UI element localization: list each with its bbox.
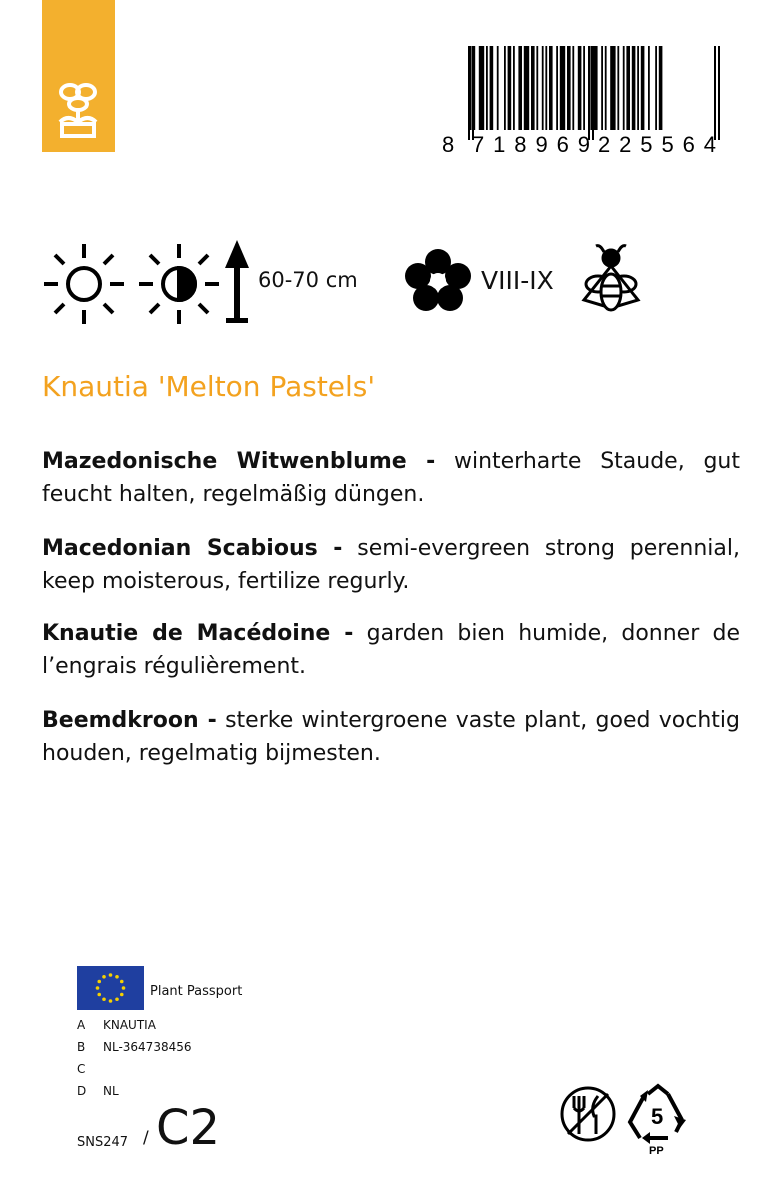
- barcode-bar: [648, 46, 650, 130]
- plant-title: Knautia 'Melton Pastels': [42, 370, 376, 403]
- description-en: [42, 532, 740, 598]
- barcode-bar: [518, 46, 522, 130]
- packet-size: C2: [156, 1100, 221, 1156]
- barcode-bar: [504, 46, 506, 130]
- plant-height: 60-70 cm: [258, 268, 358, 292]
- description-text: sterke wintergroene vaste plant, goed vochtig houden, regelmatig bijmesten.: [42, 708, 740, 766]
- sun-icon: [40, 240, 128, 328]
- recycle-number: 5: [651, 1104, 664, 1129]
- eu-star: [109, 999, 113, 1003]
- barcode-guard-bar: [468, 46, 470, 140]
- barcode-bar: [508, 46, 512, 130]
- barcode: [438, 46, 728, 156]
- barcode-bar: [578, 46, 582, 130]
- barcode-bar: [486, 46, 488, 130]
- eu-star: [109, 973, 113, 977]
- barcode-bar: [590, 46, 592, 130]
- barcode-bar: [659, 46, 663, 130]
- barcode-bar: [531, 46, 535, 130]
- half-sun-icon: [135, 240, 223, 328]
- barcode-bar: [542, 46, 544, 130]
- barcode-bar: [556, 46, 558, 130]
- barcode-bar: [605, 46, 607, 130]
- passport-row-b: B NL-364738456: [77, 1040, 192, 1054]
- barcode-guard-bar: [592, 46, 594, 140]
- eu-star: [120, 980, 124, 984]
- barcode-bar: [655, 46, 657, 130]
- description-de: [42, 445, 740, 511]
- bee-icon: [576, 242, 646, 316]
- barcode-bar: [641, 46, 645, 130]
- barcode-bar: [626, 46, 630, 130]
- eu-star: [122, 986, 126, 990]
- arrow-up-icon: [224, 238, 250, 326]
- eu-star: [102, 975, 106, 979]
- barcode-bar: [567, 46, 571, 130]
- barcode-guard-bar: [714, 46, 716, 140]
- barcode-digits-2: 718969: [472, 132, 590, 156]
- description-name: Beemdkroon -: [42, 708, 217, 733]
- description-name: Knautie de Macédoine -: [42, 621, 354, 646]
- barcode-bar: [549, 46, 553, 130]
- barcode-bar: [479, 46, 484, 130]
- eu-star: [115, 975, 119, 979]
- barcode-digit-1: 8: [442, 132, 455, 156]
- eu-star: [115, 997, 119, 1001]
- barcode-bar: [632, 46, 636, 130]
- flower-icon: [404, 248, 472, 312]
- eu-star: [96, 986, 100, 990]
- barcode-bar: [513, 46, 515, 130]
- barcode-bar: [560, 46, 565, 130]
- bloom-period: VIII-IX: [481, 266, 554, 295]
- barcode-bar: [572, 46, 574, 130]
- plant-passport-label: Plant Passport: [150, 984, 243, 999]
- description-nl: [42, 704, 740, 770]
- barcode-bar: [601, 46, 603, 130]
- barcode-bar: [583, 46, 585, 130]
- barcode-digits-3: 225564: [598, 132, 716, 156]
- recycle-5-icon: [624, 1082, 692, 1158]
- description-text: garden bien humide, donner de l’engrais régulièrement.: [42, 621, 740, 679]
- description-name: Mazedonische Witwenblume -: [42, 449, 436, 474]
- code-slash: /: [143, 1128, 149, 1148]
- description-text: winterharte Staude, gut feucht halten, regelmäßig düngen.: [42, 449, 740, 507]
- barcode-bar: [536, 46, 538, 130]
- barcode-bar: [610, 46, 615, 130]
- eu-star: [102, 997, 106, 1001]
- barcode-bar: [490, 46, 494, 130]
- not-food-safe-icon: [558, 1082, 618, 1146]
- passport-row-a: A KNAUTIA: [77, 1018, 156, 1032]
- description-fr: [42, 617, 740, 683]
- passport-row-c: C: [77, 1062, 86, 1076]
- barcode-bar: [524, 46, 529, 130]
- eu-star: [97, 980, 101, 984]
- barcode-bar: [623, 46, 625, 130]
- barcode-guard-bar: [472, 46, 474, 140]
- barcode-guard-bar: [718, 46, 720, 140]
- description-name: Macedonian Scabious -: [42, 536, 343, 561]
- barcode-guard-bar: [588, 46, 590, 140]
- barcode-bar: [545, 46, 547, 130]
- eu-flag-icon: [77, 966, 144, 1010]
- description-text: semi-evergreen strong perennial, keep moisterous, fertilize regurly.: [42, 536, 740, 594]
- sns-code: SNS247: [77, 1135, 129, 1150]
- barcode-bar: [497, 46, 499, 130]
- brand-tab: [42, 0, 115, 152]
- barcode-bar: [617, 46, 619, 130]
- barcode-bar: [637, 46, 639, 130]
- recycle-material: PP: [649, 1145, 664, 1157]
- barcode-bar: [594, 46, 598, 130]
- flower-in-pot-icon: [54, 80, 102, 140]
- eu-star: [97, 993, 101, 997]
- eu-star: [120, 993, 124, 997]
- passport-row-d: D NL: [77, 1084, 119, 1098]
